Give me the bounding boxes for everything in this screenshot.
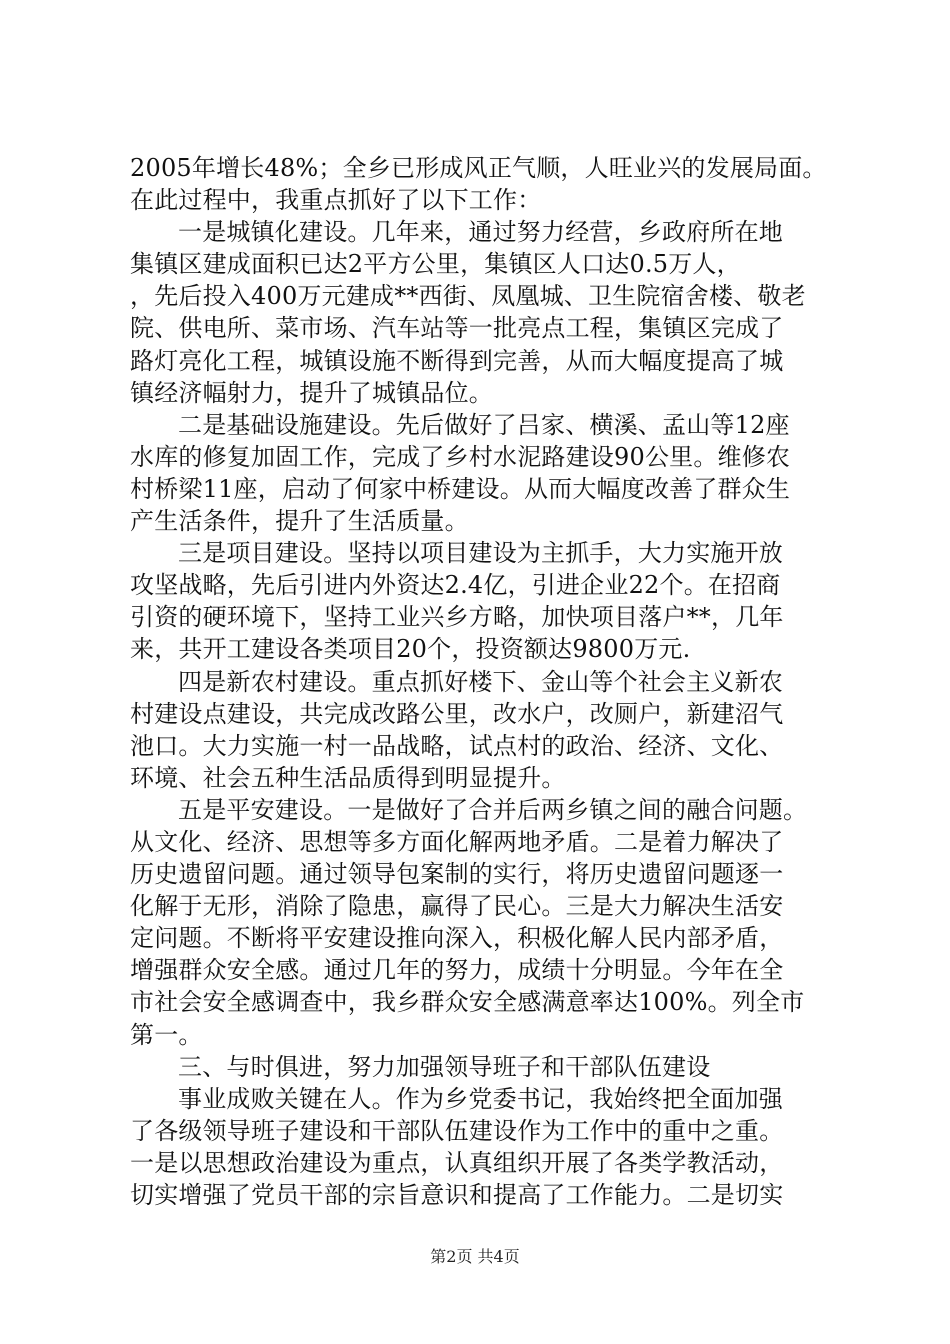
text-line: 村建设点建设，共完成改路公里，改水户，改厕户，新建沼气 (130, 699, 784, 728)
text-line: 二是基础设施建设。先后做好了吕家、横溪、孟山等12座 (178, 410, 790, 439)
text-line: 了各级领导班子建设和干部队伍建设作为工作中的重中之重。 (130, 1116, 784, 1145)
text-line: 环境、社会五种生活品质得到明显提升。 (130, 763, 566, 792)
text-line: 五是平安建设。一是做好了合并后两乡镇之间的融合问题。 (178, 795, 808, 824)
text-line: 四是新农村建设。重点抓好楼下、金山等个社会主义新农 (178, 667, 783, 696)
text-line: 化解于无形，消除了隐患，赢得了民心。三是大力解决生活安 (130, 892, 784, 921)
text-line: 攻坚战略，先后引进内外资达2.4亿，引进企业22个。在招商 (130, 571, 781, 600)
text-line: 在此过程中，我重点抓好了以下工作： (130, 186, 542, 215)
text-line: 村桥梁11座，启动了何家中桥建设。从而大幅度改善了群众生 (130, 474, 791, 503)
text-line: 池口。大力实施一村一品战略，试点村的政治、经济、文化、 (130, 731, 784, 760)
text-line: 事业成败关键在人。作为乡党委书记，我始终把全面加强 (178, 1084, 783, 1113)
text-line: 定问题。不断将平安建设推向深入，积极化解人民内部矛盾， (130, 924, 784, 953)
text-line: 院、供电所、菜市场、汽车站等一批亮点工程，集镇区完成了 (130, 314, 784, 343)
document-body (130, 152, 835, 1211)
text-line: 从文化、经济、思想等多方面化解两地矛盾。二是着力解决了 (130, 827, 784, 856)
text-line: 集镇区建成面积已达2平方公里，集镇区人口达0.5万人， (130, 250, 741, 279)
text-line: 一是以思想政治建设为重点，认真组织开展了各类学教活动， (130, 1148, 784, 1177)
text-line: 2005年增长48%；全乡已形成风正气顺，人旺业兴的发展局面。 (130, 154, 827, 182)
text-line: 增强群众安全感。通过几年的努力，成绩十分明显。今年在全 (130, 956, 784, 985)
text-line: 产生活条件，提升了生活质量。 (130, 507, 469, 536)
text-line: 切实增强了党员干部的宗旨意识和提高了工作能力。二是切实 (130, 1181, 784, 1209)
text-line: 水库的修复加固工作，完成了乡村水泥路建设90公里。维修农 (130, 442, 791, 471)
text-line: 市社会安全感调查中，我乡群众安全感满意率达100%。列全市 (130, 988, 805, 1017)
page-footer: 第2页 共4页 (430, 1247, 520, 1266)
text-line: 镇经济幅射力，提升了城镇品位。 (130, 378, 493, 407)
text-line: 历史遗留问题。通过领导包案制的实行，将历史遗留问题逐一 (130, 860, 784, 889)
text-line: ，先后投入400万元建成**西街、凤凰城、卫生院宿舍楼、敬老 (130, 282, 806, 311)
text-line: 引资的硬环境下，坚持工业兴乡方略，加快项目落户**，几年 (130, 603, 784, 632)
text-line: 第一。 (130, 1020, 203, 1049)
text-line: 三是项目建设。坚持以项目建设为主抓手，大力实施开放 (178, 539, 783, 568)
text-line: 来，共开工建设各类项目20个，投资额达9800万元. (130, 635, 691, 664)
text-line: 三、与时俱进，努力加强领导班子和干部队伍建设 (178, 1052, 711, 1081)
text-line: 路灯亮化工程，城镇设施不断得到完善，从而大幅度提高了城 (130, 346, 784, 375)
text-line: 一是城镇化建设。几年来，通过努力经营，乡政府所在地 (178, 218, 783, 247)
